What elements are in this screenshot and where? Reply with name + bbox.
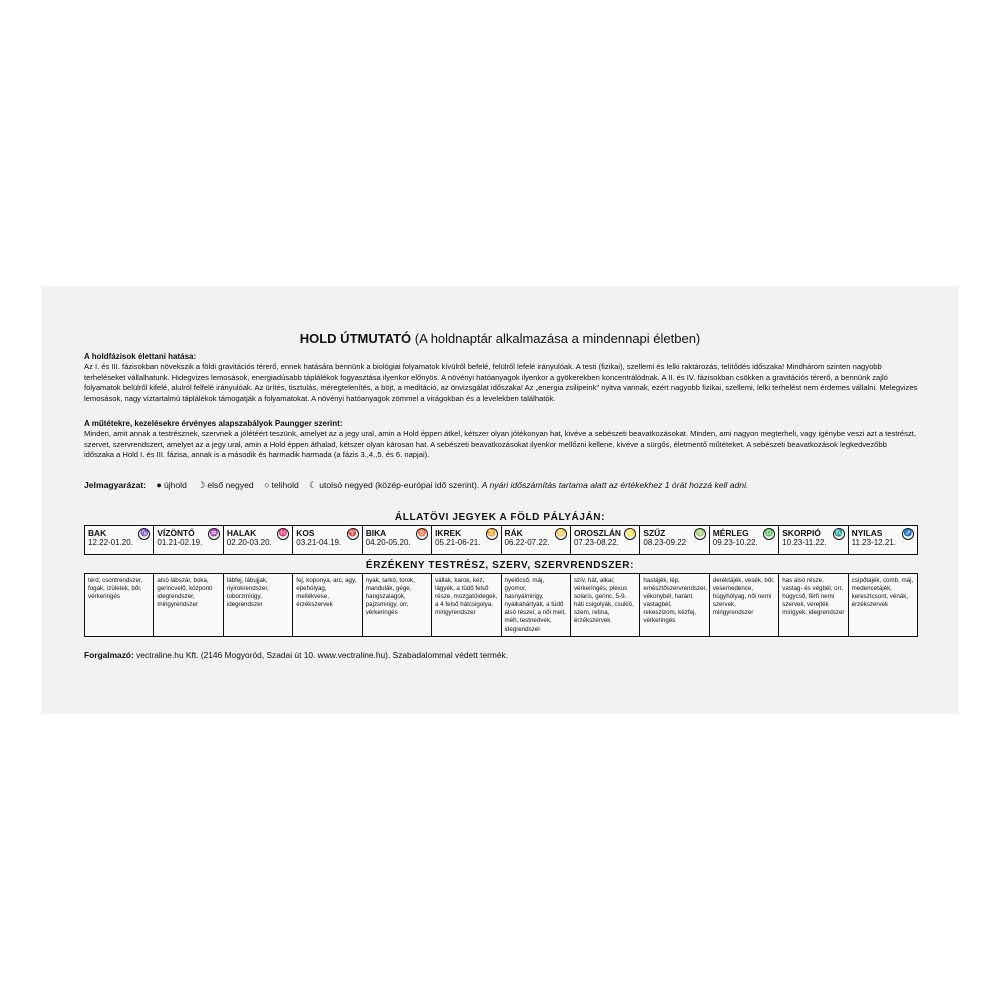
surgery-rules-text: Minden, amit annak a testrésznek, szervnek a jólétéért teszünk, amelyet az a jegy ural, amin a Hold éppen átkel, kétszer olyan jótékonyan hat, kivéve a sebészeti beavatkozásokat. Minden, ami nagyon megterheli, vagy igénybe veszi azt a testrészt, szervet, szervrendszert, amelyet az a jegy ural, amin a Hold éppen áthalad, kétszer olyan károsan hat. A sebészeti beavatkozásokat ilyenkor mellőzni kellene, kivéve a sürgős, életmentő műtéteket. A sebészeti beavatkozások legkedvezőbb időszaka a Hold I. és III. fázisa, annak is a második és harmadik harmada (a fázis 3.,4.,5. és 6. napjai). bbox=[84, 429, 916, 460]
sign-libra: MÉRLEG 09.23-10.22. ♎ bbox=[710, 526, 779, 554]
libra-icon: ♎ bbox=[763, 528, 775, 540]
footer-text: vectraline.hu Kft. (2146 Mogyoród, Szadai út 10. www.vectraline.hu). Szabadalommal védett termék. bbox=[133, 650, 509, 660]
legend-new-moon: újhold bbox=[163, 480, 187, 490]
zodiac-row bbox=[84, 525, 918, 555]
aries-icon: ♈ bbox=[347, 528, 359, 540]
sign-virgo: SZŰZ 08.23-09.22 ♍ bbox=[640, 526, 709, 554]
sign-cancer: RÁK 06.22-07.22. ♋ bbox=[502, 526, 571, 554]
legend-last-quarter: utolsó negyed bbox=[319, 480, 373, 490]
legend-first-quarter: első negyed bbox=[207, 480, 254, 490]
legend-timezone: (közép-európai idő szerint). bbox=[375, 480, 480, 490]
organs-aquarius: alsó lábszár, boka, gerincvelő, központi idegrendszer, mirigyrendszer bbox=[154, 574, 223, 636]
organs-aries: fej, koponya, arc, agy, epehólyag, mellékvese, érzékszervek bbox=[293, 574, 362, 636]
organs-row bbox=[84, 573, 918, 637]
legend-label: Jelmagyarázat: bbox=[84, 480, 147, 490]
sign-leo: OROSZLÁN 07.23-08.22. ♌ bbox=[571, 526, 640, 554]
zodiac-heading: ÁLLATÖVI JEGYEK A FÖLD PÁLYÁJÁN: bbox=[394, 512, 606, 523]
sign-taurus: BIKA 04.20-05.20. ♉ bbox=[363, 526, 432, 554]
organs-capricorn: térd, csontrendszer, fogak, ízületek, bőr, vérkeringés bbox=[85, 574, 154, 636]
last-quarter-icon: ☾ bbox=[309, 480, 318, 490]
legend-note: A nyári időszámítás tartama alatt az értékekhez 1 órát hozzá kell adni. bbox=[481, 480, 749, 490]
pisces-icon: ♓ bbox=[277, 528, 289, 540]
sign-aries: KOS 03.21-04.19. ♈ bbox=[293, 526, 362, 554]
legend-full-moon: telihold bbox=[271, 480, 299, 490]
organs-heading: ÉRZÉKENY TESTRÉSZ, SZERV, SZERVRENDSZER: bbox=[365, 560, 635, 571]
taurus-icon: ♉ bbox=[416, 528, 428, 540]
sign-sagittarius: NYILAS 11.23-12.21. ♐ bbox=[851, 528, 913, 547]
sign-pisces: HALAK 02.20-03.20. ♓ bbox=[224, 526, 293, 554]
moon-phase-heading: A holdfázisok élettani hatása: bbox=[84, 352, 197, 361]
organs-scorpio: has alsó része, vastag- és végbél, orr, húgycső, férfi nemi szervek, verejték mirigyek, idegrendszer bbox=[779, 574, 848, 636]
organs-leo: szív, hát, alkar, vérkeringés, plexus solaris, gerinc, 5-9. háti csigolyák, csukló, szem, retina, érzékszervek bbox=[571, 574, 640, 636]
leo-icon: ♌ bbox=[624, 528, 636, 540]
distributor-footer bbox=[84, 650, 918, 661]
moon-phase-section bbox=[84, 352, 918, 404]
title-main: HOLD ÚTMUTATÓ bbox=[299, 331, 412, 346]
sign-gemini: IKREK 05.21-06-21. ♊ bbox=[432, 526, 501, 554]
organs-cancer: nyelőcső, máj, gyomor, hasnyálmirigy, nyálkahártyák, a tüdő alsó részei, a női mell, méh, testnedvek, idegrendszer bbox=[502, 574, 571, 636]
footer-label: Forgalmazó: bbox=[84, 650, 134, 660]
virgo-icon: ♍ bbox=[694, 528, 706, 540]
sign-capricorn: BAK 12.22-01.20. ♑ bbox=[85, 526, 154, 554]
moon-phase-text: Az I. és III. fázisokban növekszik a földi gravitációs térerő, ennek hatására bennünk a biológiai folyamatok kívülről befelé, felülről lefelé irányulóak. A testi (fizikai), szellemi és lelki raktározás, telítődés időszaka! Mindhárom szinten nagyobb terheléseket vállalhatunk. Hidegvizes lemosások, energiadúsabb táplálékok fogyasztása ilyenkor előnyös. A növényi hatóanyagok ilyenkor a gyökerekben koncentrálódnak. A II. és IV. fázisokban csökken a gravitációs térerő, a bennünk zajló folyamatok belülről kifelé, alulról felfelé irányulóak. Az ürítés, tisztulás, méregtelenítés, a böjt, a meditáció, az önvizsgálat időszaka! Az „energia zsilipeink" nyitva vannak, ezért nagyobb fizikai, szellemi, lelki terhelést nem érdemes vállalni. Melegvizes lemosások, nagy víztartalmú táplálékok támogatják a folyamatokat. A növényi hatóanyagok zömmel a virágokban és a levelekben találhatók. bbox=[84, 362, 918, 403]
surgery-rules-heading: A műtétekre, kezelésekre érvényes alapszabályok Paungger szerint: bbox=[84, 419, 343, 428]
cancer-icon: ♋ bbox=[555, 528, 567, 540]
scorpio-icon: ♏ bbox=[833, 528, 845, 540]
title-sub: (A holdnaptár alkalmazása a mindennapi életben) bbox=[411, 331, 701, 346]
guide-card bbox=[42, 286, 958, 714]
new-moon-icon: ● bbox=[156, 480, 162, 490]
organs-sagittarius: csípőtájék, comb, máj, medencetájék, keresztcsont, vénák, érzékszervek bbox=[851, 577, 914, 609]
aquarius-icon: ♒ bbox=[208, 528, 220, 540]
guide-content bbox=[42, 286, 958, 714]
organs-virgo: hastájék, lép, emésztőszervrendszer, vékonybél, haránt vastagbél, rekeszizom, kézfej, vérkeringés bbox=[640, 574, 709, 636]
capricorn-icon: ♑ bbox=[138, 528, 150, 540]
sagittarius-icon: ♐ bbox=[902, 528, 914, 540]
sign-aquarius: VÍZÖNTŐ 01.21-02.19. ♒ bbox=[154, 526, 223, 554]
organs-taurus: nyak, tarkó, torok, mandulák, gége, hangszalagok, pajzsmirigy, orr, vérkeringés bbox=[363, 574, 432, 636]
sign-scorpio: SKORPIÓ 10.23-11.22. ♏ bbox=[779, 526, 848, 554]
organs-pisces: lábfej, lábujjak, nyirokrendszer, toborzmirigy, idegrendszer bbox=[224, 574, 293, 636]
gemini-icon: ♊ bbox=[486, 528, 498, 540]
organs-libra: deréktájék, vesék, bőr, vesemedence, húgyhólyag, női nemi szervek, mirigyrendszer bbox=[710, 574, 779, 636]
surgery-rules-section bbox=[84, 419, 918, 461]
full-moon-icon: ○ bbox=[264, 480, 270, 490]
legend bbox=[84, 479, 924, 491]
organs-gemini: vállak, karok, kéz, lágyék, a tüdő felső része, mozgatóidegek, a 4 felső hátcsigolya, mirigyrendszer bbox=[432, 574, 501, 636]
page-title bbox=[42, 331, 958, 347]
first-quarter-icon: ☽ bbox=[197, 480, 206, 490]
